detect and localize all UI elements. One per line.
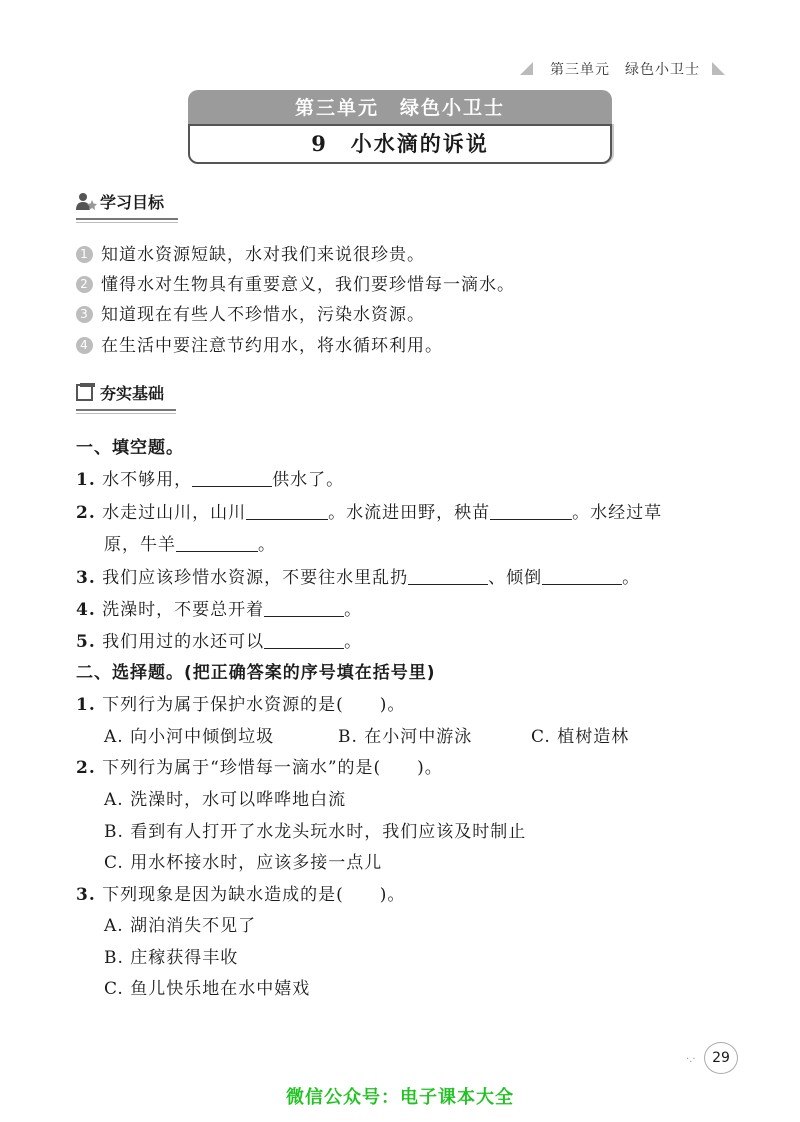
objective-text: 知道现在有些人不珍惜水，污染水资源。 bbox=[101, 305, 425, 325]
fill-question-2-continued: 原，牛羊 。 bbox=[104, 535, 276, 555]
fill-question-3: 3. 我们应该珍惜水资源，不要往水里乱扔 、倾倒 。 bbox=[76, 568, 641, 588]
answer-blank[interactable] bbox=[264, 598, 344, 617]
choice-heading: 二、选择题。(把正确答案的序号填在括号里) bbox=[76, 663, 436, 683]
choice-question-1-option-a[interactable]: A. 向小河中倾倒垃圾 bbox=[104, 727, 275, 747]
objective-item bbox=[76, 331, 443, 357]
choice-question-2-option-a[interactable]: A. 洗澡时，水可以哗哗地白流 bbox=[104, 790, 347, 810]
choice-question-2-option-b[interactable]: B. 看到有人打开了水龙头玩水时，我们应该及时制止 bbox=[104, 822, 527, 842]
fill-question-1: 1. 水不够用， 供水了。 bbox=[76, 470, 345, 490]
notebook-icon bbox=[76, 383, 96, 403]
objective-number: 3 bbox=[76, 306, 93, 323]
objective-text: 在生活中要注意节约用水，将水循环利用。 bbox=[101, 336, 443, 356]
choice-question-2-option-c[interactable]: C. 用水杯接水时，应该多接一点儿 bbox=[104, 853, 383, 873]
answer-blank[interactable] bbox=[192, 468, 272, 487]
basics-section-header bbox=[76, 381, 176, 407]
header-triangle-right bbox=[712, 62, 725, 75]
choice-question-1-stem: 1. 下列行为属于保护水资源的是( )。 bbox=[76, 695, 406, 715]
watermark: 微信公众号：电子课本大全 bbox=[286, 1087, 514, 1108]
header-triangle-left bbox=[520, 62, 533, 75]
fill-question-5: 5. 我们用过的水还可以 。 bbox=[76, 632, 363, 652]
lesson-title: 9 小水滴的诉说 bbox=[311, 131, 489, 156]
choice-question-1-option-b[interactable]: B. 在小河中游泳 bbox=[338, 727, 473, 747]
unit-title-bar bbox=[188, 90, 612, 126]
fill-question-4: 4. 洗澡时，不要总开着 。 bbox=[76, 600, 363, 620]
page-number-badge: ·.· 29 bbox=[704, 1042, 738, 1074]
lesson-title-box bbox=[188, 124, 612, 164]
choice-question-3-option-a[interactable]: A. 湖泊消失不见了 bbox=[104, 916, 257, 936]
answer-blank[interactable] bbox=[176, 533, 258, 552]
objective-item bbox=[76, 270, 515, 296]
answer-blank[interactable] bbox=[408, 566, 488, 585]
unit-title: 第三单元 绿色小卫士 bbox=[294, 97, 505, 119]
choice-question-1-option-c[interactable]: C. 植树造林 bbox=[531, 727, 630, 747]
basics-title: 夯实基础 bbox=[100, 384, 165, 403]
running-header-text: 第三单元 绿色小卫士 bbox=[550, 62, 700, 78]
answer-blank[interactable] bbox=[246, 501, 328, 520]
objective-text: 懂得水对生物具有重要意义，我们要珍惜每一滴水。 bbox=[101, 275, 515, 295]
choice-question-3-option-c[interactable]: C. 鱼儿快乐地在水中嬉戏 bbox=[104, 979, 311, 999]
choice-question-2-stem: 2. 下列行为属于“珍惜每一滴水”的是( )。 bbox=[76, 758, 443, 778]
answer-blank[interactable] bbox=[264, 630, 344, 649]
fill-in-heading: 一、填空题。 bbox=[76, 438, 184, 458]
objective-text: 知道水资源短缺，水对我们来说很珍贵。 bbox=[101, 245, 425, 265]
objective-number: 2 bbox=[76, 276, 93, 293]
choice-question-3-stem: 3. 下列现象是因为缺水造成的是( )。 bbox=[76, 885, 406, 905]
answer-blank[interactable] bbox=[542, 566, 622, 585]
running-header bbox=[520, 58, 725, 80]
objective-item bbox=[76, 300, 425, 326]
objectives-section-header bbox=[76, 190, 180, 216]
objective-number: 4 bbox=[76, 337, 93, 354]
learner-star-icon bbox=[76, 192, 98, 212]
objective-item bbox=[76, 240, 425, 266]
page-number: 29 bbox=[704, 1042, 738, 1074]
fill-question-2: 2. 水走过山川，山川 。水流进田野，秧苗 。水经过草 bbox=[76, 503, 663, 523]
objective-number: 1 bbox=[76, 246, 93, 263]
objectives-title: 学习目标 bbox=[100, 193, 165, 212]
choice-question-3-option-b[interactable]: B. 庄稼获得丰收 bbox=[104, 948, 239, 968]
answer-blank[interactable] bbox=[490, 501, 572, 520]
lesson-title-banner bbox=[188, 90, 612, 164]
